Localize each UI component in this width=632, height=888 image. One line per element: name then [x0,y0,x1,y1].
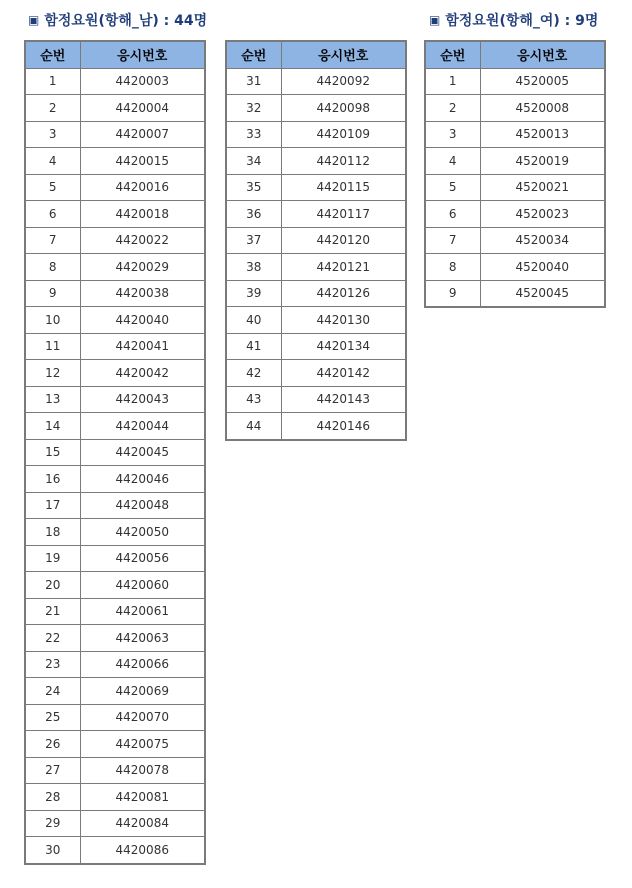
seq-cell: 17 [25,492,80,519]
seq-cell: 22 [25,625,80,652]
exam-number-cell: 4420146 [281,413,406,440]
exam-number-cell: 4420016 [80,174,205,201]
exam-number-cell: 4420070 [80,704,205,731]
seq-cell: 8 [425,254,480,281]
table-row [425,201,605,228]
table-row [25,572,205,599]
table-row [25,837,205,864]
seq-cell: 30 [25,837,80,864]
exam-number-cell: 4420112 [281,148,406,175]
seq-cell: 3 [425,121,480,148]
exam-number-cell: 4420098 [281,95,406,122]
exam-number-cell: 4420066 [80,651,205,678]
table-row [25,307,205,334]
seq-cell: 40 [226,307,281,334]
seq-cell: 28 [25,784,80,811]
exam-number-cell: 4420029 [80,254,205,281]
seq-cell: 12 [25,360,80,387]
exam-number-cell: 4420081 [80,784,205,811]
seq-cell: 42 [226,360,281,387]
table-row [425,148,605,175]
seq-cell: 7 [425,227,480,254]
table-row [25,519,205,546]
table-row [425,121,605,148]
seq-cell: 34 [226,148,281,175]
table-row [226,174,406,201]
exam-number-cell: 4420121 [281,254,406,281]
exam-number-cell: 4420004 [80,95,205,122]
table-row [425,280,605,307]
exam-number-cell: 4520040 [480,254,605,281]
exam-number-cell: 4420045 [80,439,205,466]
exam-number-cell: 4420109 [281,121,406,148]
exam-number-cell: 4520013 [480,121,605,148]
column-header-seq: 순번 [425,41,480,68]
table-row [25,810,205,837]
seq-cell: 9 [425,280,480,307]
exam-number-cell: 4420142 [281,360,406,387]
exam-number-cell: 4420018 [80,201,205,228]
seq-cell: 11 [25,333,80,360]
table-row [25,360,205,387]
column-header-seq: 순번 [25,41,80,68]
table-row [226,68,406,95]
table-row [25,148,205,175]
seq-cell: 8 [25,254,80,281]
exam-number-cell: 4420048 [80,492,205,519]
exam-number-cell: 4420130 [281,307,406,334]
seq-cell: 19 [25,545,80,572]
seq-cell: 23 [25,651,80,678]
table-row [226,360,406,387]
table-row [425,68,605,95]
table-row [25,466,205,493]
exam-number-cell: 4420040 [80,307,205,334]
table-row [25,492,205,519]
seq-cell: 29 [25,810,80,837]
seq-cell: 25 [25,704,80,731]
exam-number-cell: 4420120 [281,227,406,254]
table-row [25,68,205,95]
seq-cell: 35 [226,174,281,201]
table-row [425,174,605,201]
table-row [25,254,205,281]
table-row [25,121,205,148]
table-row [425,227,605,254]
exam-number-cell: 4420078 [80,757,205,784]
exam-number-cell: 4420061 [80,598,205,625]
seq-cell: 37 [226,227,281,254]
seq-cell: 15 [25,439,80,466]
roster-table-female [424,40,606,308]
seq-cell: 41 [226,333,281,360]
seq-cell: 5 [425,174,480,201]
table-row [226,95,406,122]
seq-cell: 1 [425,68,480,95]
seq-cell: 14 [25,413,80,440]
seq-cell: 7 [25,227,80,254]
exam-number-cell: 4420044 [80,413,205,440]
exam-number-cell: 4420007 [80,121,205,148]
seq-cell: 5 [25,174,80,201]
exam-number-cell: 4420092 [281,68,406,95]
exam-number-cell: 4420117 [281,201,406,228]
table-row [25,651,205,678]
seq-cell: 2 [425,95,480,122]
table-row [226,201,406,228]
table-row [25,757,205,784]
square-bullet-icon: ▣ [28,13,40,27]
table-row [226,148,406,175]
exam-number-cell: 4420042 [80,360,205,387]
table-row [25,333,205,360]
table-row [226,280,406,307]
seq-cell: 43 [226,386,281,413]
table-row [226,333,406,360]
seq-cell: 27 [25,757,80,784]
table-row [25,174,205,201]
seq-cell: 4 [425,148,480,175]
section-heading-male [28,10,207,30]
exam-number-cell: 4420126 [281,280,406,307]
exam-number-cell: 4420003 [80,68,205,95]
exam-number-cell: 4420063 [80,625,205,652]
exam-number-cell: 4520005 [480,68,605,95]
exam-number-cell: 4420084 [80,810,205,837]
section-heading-female [429,10,598,30]
seq-cell: 26 [25,731,80,758]
exam-number-cell: 4520034 [480,227,605,254]
column-header-number: 응시번호 [281,41,406,68]
table-row [226,227,406,254]
roster-table-male-1 [24,40,206,865]
table-row [25,95,205,122]
seq-cell: 3 [25,121,80,148]
seq-cell: 1 [25,68,80,95]
table-row [25,227,205,254]
table-row [25,439,205,466]
seq-cell: 16 [25,466,80,493]
column-header-number: 응시번호 [80,41,205,68]
table-row [25,386,205,413]
square-bullet-icon: ▣ [429,13,441,27]
seq-cell: 39 [226,280,281,307]
exam-number-cell: 4520045 [480,280,605,307]
seq-cell: 18 [25,519,80,546]
seq-cell: 36 [226,201,281,228]
table-row [226,254,406,281]
seq-cell: 24 [25,678,80,705]
table-row [25,704,205,731]
exam-number-cell: 4420143 [281,386,406,413]
seq-cell: 33 [226,121,281,148]
exam-number-cell: 4420086 [80,837,205,864]
table-row [25,625,205,652]
exam-number-cell: 4420043 [80,386,205,413]
table-row [226,413,406,440]
section-title: 함정요원(항해_여) : 9명 [445,13,599,29]
exam-number-cell: 4520019 [480,148,605,175]
seq-cell: 21 [25,598,80,625]
column-header-number: 응시번호 [480,41,605,68]
exam-number-cell: 4520008 [480,95,605,122]
table-header-row [25,41,205,68]
table-row [25,280,205,307]
exam-number-cell: 4420046 [80,466,205,493]
exam-number-cell: 4420041 [80,333,205,360]
seq-cell: 44 [226,413,281,440]
seq-cell: 9 [25,280,80,307]
table-row [226,307,406,334]
exam-number-cell: 4420056 [80,545,205,572]
exam-number-cell: 4420069 [80,678,205,705]
exam-number-cell: 4520021 [480,174,605,201]
section-title: 함정요원(항해_남) : 44명 [44,13,208,29]
table-row [25,598,205,625]
seq-cell: 32 [226,95,281,122]
exam-number-cell: 4420060 [80,572,205,599]
table-row [25,545,205,572]
exam-number-cell: 4420015 [80,148,205,175]
column-header-seq: 순번 [226,41,281,68]
seq-cell: 10 [25,307,80,334]
table-row [25,731,205,758]
seq-cell: 6 [25,201,80,228]
table-row [425,254,605,281]
exam-number-cell: 4420022 [80,227,205,254]
seq-cell: 38 [226,254,281,281]
exam-number-cell: 4420115 [281,174,406,201]
roster-table-male-2 [225,40,407,441]
seq-cell: 20 [25,572,80,599]
exam-number-cell: 4420075 [80,731,205,758]
table-row [25,201,205,228]
seq-cell: 4 [25,148,80,175]
table-row [25,784,205,811]
seq-cell: 13 [25,386,80,413]
table-row [25,678,205,705]
table-row [226,121,406,148]
table-row [425,95,605,122]
seq-cell: 6 [425,201,480,228]
table-row [25,413,205,440]
table-row [226,386,406,413]
seq-cell: 31 [226,68,281,95]
table-header-row [425,41,605,68]
exam-number-cell: 4520023 [480,201,605,228]
exam-number-cell: 4420050 [80,519,205,546]
exam-number-cell: 4420134 [281,333,406,360]
table-header-row [226,41,406,68]
seq-cell: 2 [25,95,80,122]
exam-number-cell: 4420038 [80,280,205,307]
